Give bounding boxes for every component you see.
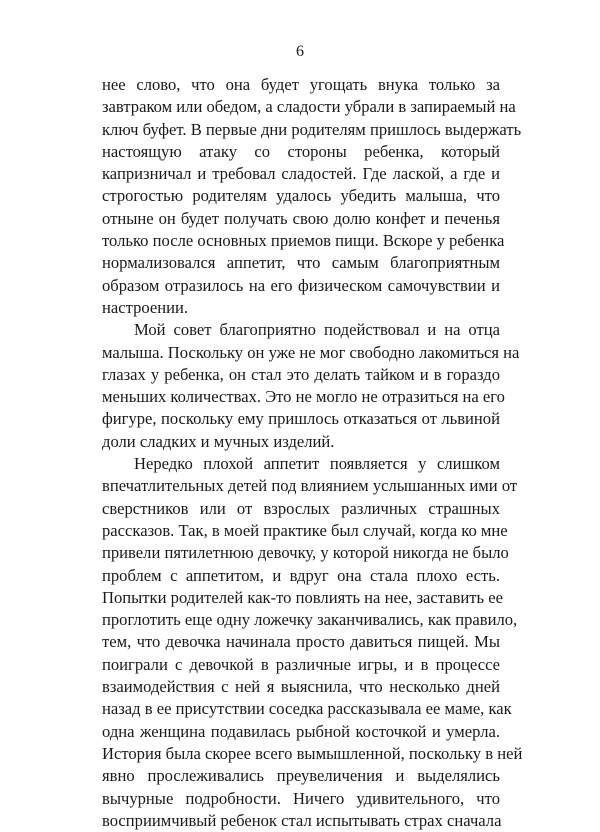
text-line: только после основных приемов пищи. Вскоре у ребенка	[102, 231, 505, 251]
page-number: 6	[296, 43, 304, 60]
text-line: нормализовался аппетит, что самым благоприятным	[102, 253, 500, 273]
text-line: капризничал и требовал сладостей. Где лаской, а где и	[102, 164, 500, 184]
text-line: образом отразилось на его физическом самочувствии и	[102, 275, 500, 295]
text-line: фигуре, поскольку ему пришлось отказаться от львиной	[102, 409, 500, 429]
text-line: малыша. Поскольку он уже не мог свободно лакомиться на	[102, 342, 520, 362]
text-line: восприимчивый ребенок стал испытывать страх сначала	[102, 810, 502, 830]
text-line: ключ буфет. В первые дни родителям пришлось выдержать	[102, 119, 522, 139]
text-line: явно прослеживались преувеличения и выделялись	[102, 766, 500, 786]
text-line: Попытки родителей как-то повлиять на нее, заставить ее	[102, 587, 503, 607]
text-line: завтраком или обедом, а сладости убрали в запираемый на	[102, 97, 516, 117]
paragraph-start-line: Нередко плохой аппетит появляется у слишком	[134, 454, 500, 474]
text-line: отныне он будет получать свою долю конфет и печенья	[102, 208, 500, 228]
text-line: настоящую атаку со стороны ребенка, который	[102, 141, 500, 161]
paragraph-end-line: настроении.	[102, 297, 189, 317]
text-line: История была скорее всего вымышленной, поскольку в ней	[102, 743, 523, 763]
paragraph-end-line: доли сладких и мучных изделий.	[102, 431, 335, 451]
text-line: проглотить еще одну ложечку заканчивались, как правило,	[102, 610, 518, 630]
text-line: сверстников или от взрослых различных страшных	[102, 498, 500, 518]
text-line: назад в ее присутствии соседка рассказывала ее маме, как	[102, 699, 512, 719]
text-line: впечатлительных детей под влиянием услышанных ими от	[102, 476, 518, 496]
paragraph-start-line: Мой совет благоприятно подействовал и на отца	[134, 320, 500, 340]
text-line: вычурные подробности. Ничего удивительного, что	[102, 788, 500, 808]
text-line: привели пятилетнюю девочку, у которой никогда не было	[102, 543, 509, 563]
text-line: проблем с аппетитом, и вдруг она стала плохо есть.	[102, 565, 500, 585]
body-text	[102, 74, 523, 832]
text-line: одна женщина подавилась рыбной косточкой и умерла.	[102, 721, 500, 741]
text-line: взаимодействия с ней я выяснила, что несколько дней	[102, 677, 500, 697]
text-line: нее слово, что она будет угощать внука только за	[102, 75, 500, 94]
text-line: строгостью родителям удалось убедить малыша, что	[102, 186, 500, 206]
text-line: поиграли с девочкой в различные игры, и в процессе	[102, 654, 500, 674]
text-line: меньших количествах. Это не могло не отразиться на его	[102, 387, 505, 407]
text-line: тем, что девочка начинала просто давиться пищей. Мы	[102, 632, 500, 652]
text-line: глазах у ребенка, он стал это делать тайком и в гораздо	[102, 364, 500, 384]
text-line: рассказов. Так, в моей практике был случай, когда ко мне	[102, 520, 508, 540]
